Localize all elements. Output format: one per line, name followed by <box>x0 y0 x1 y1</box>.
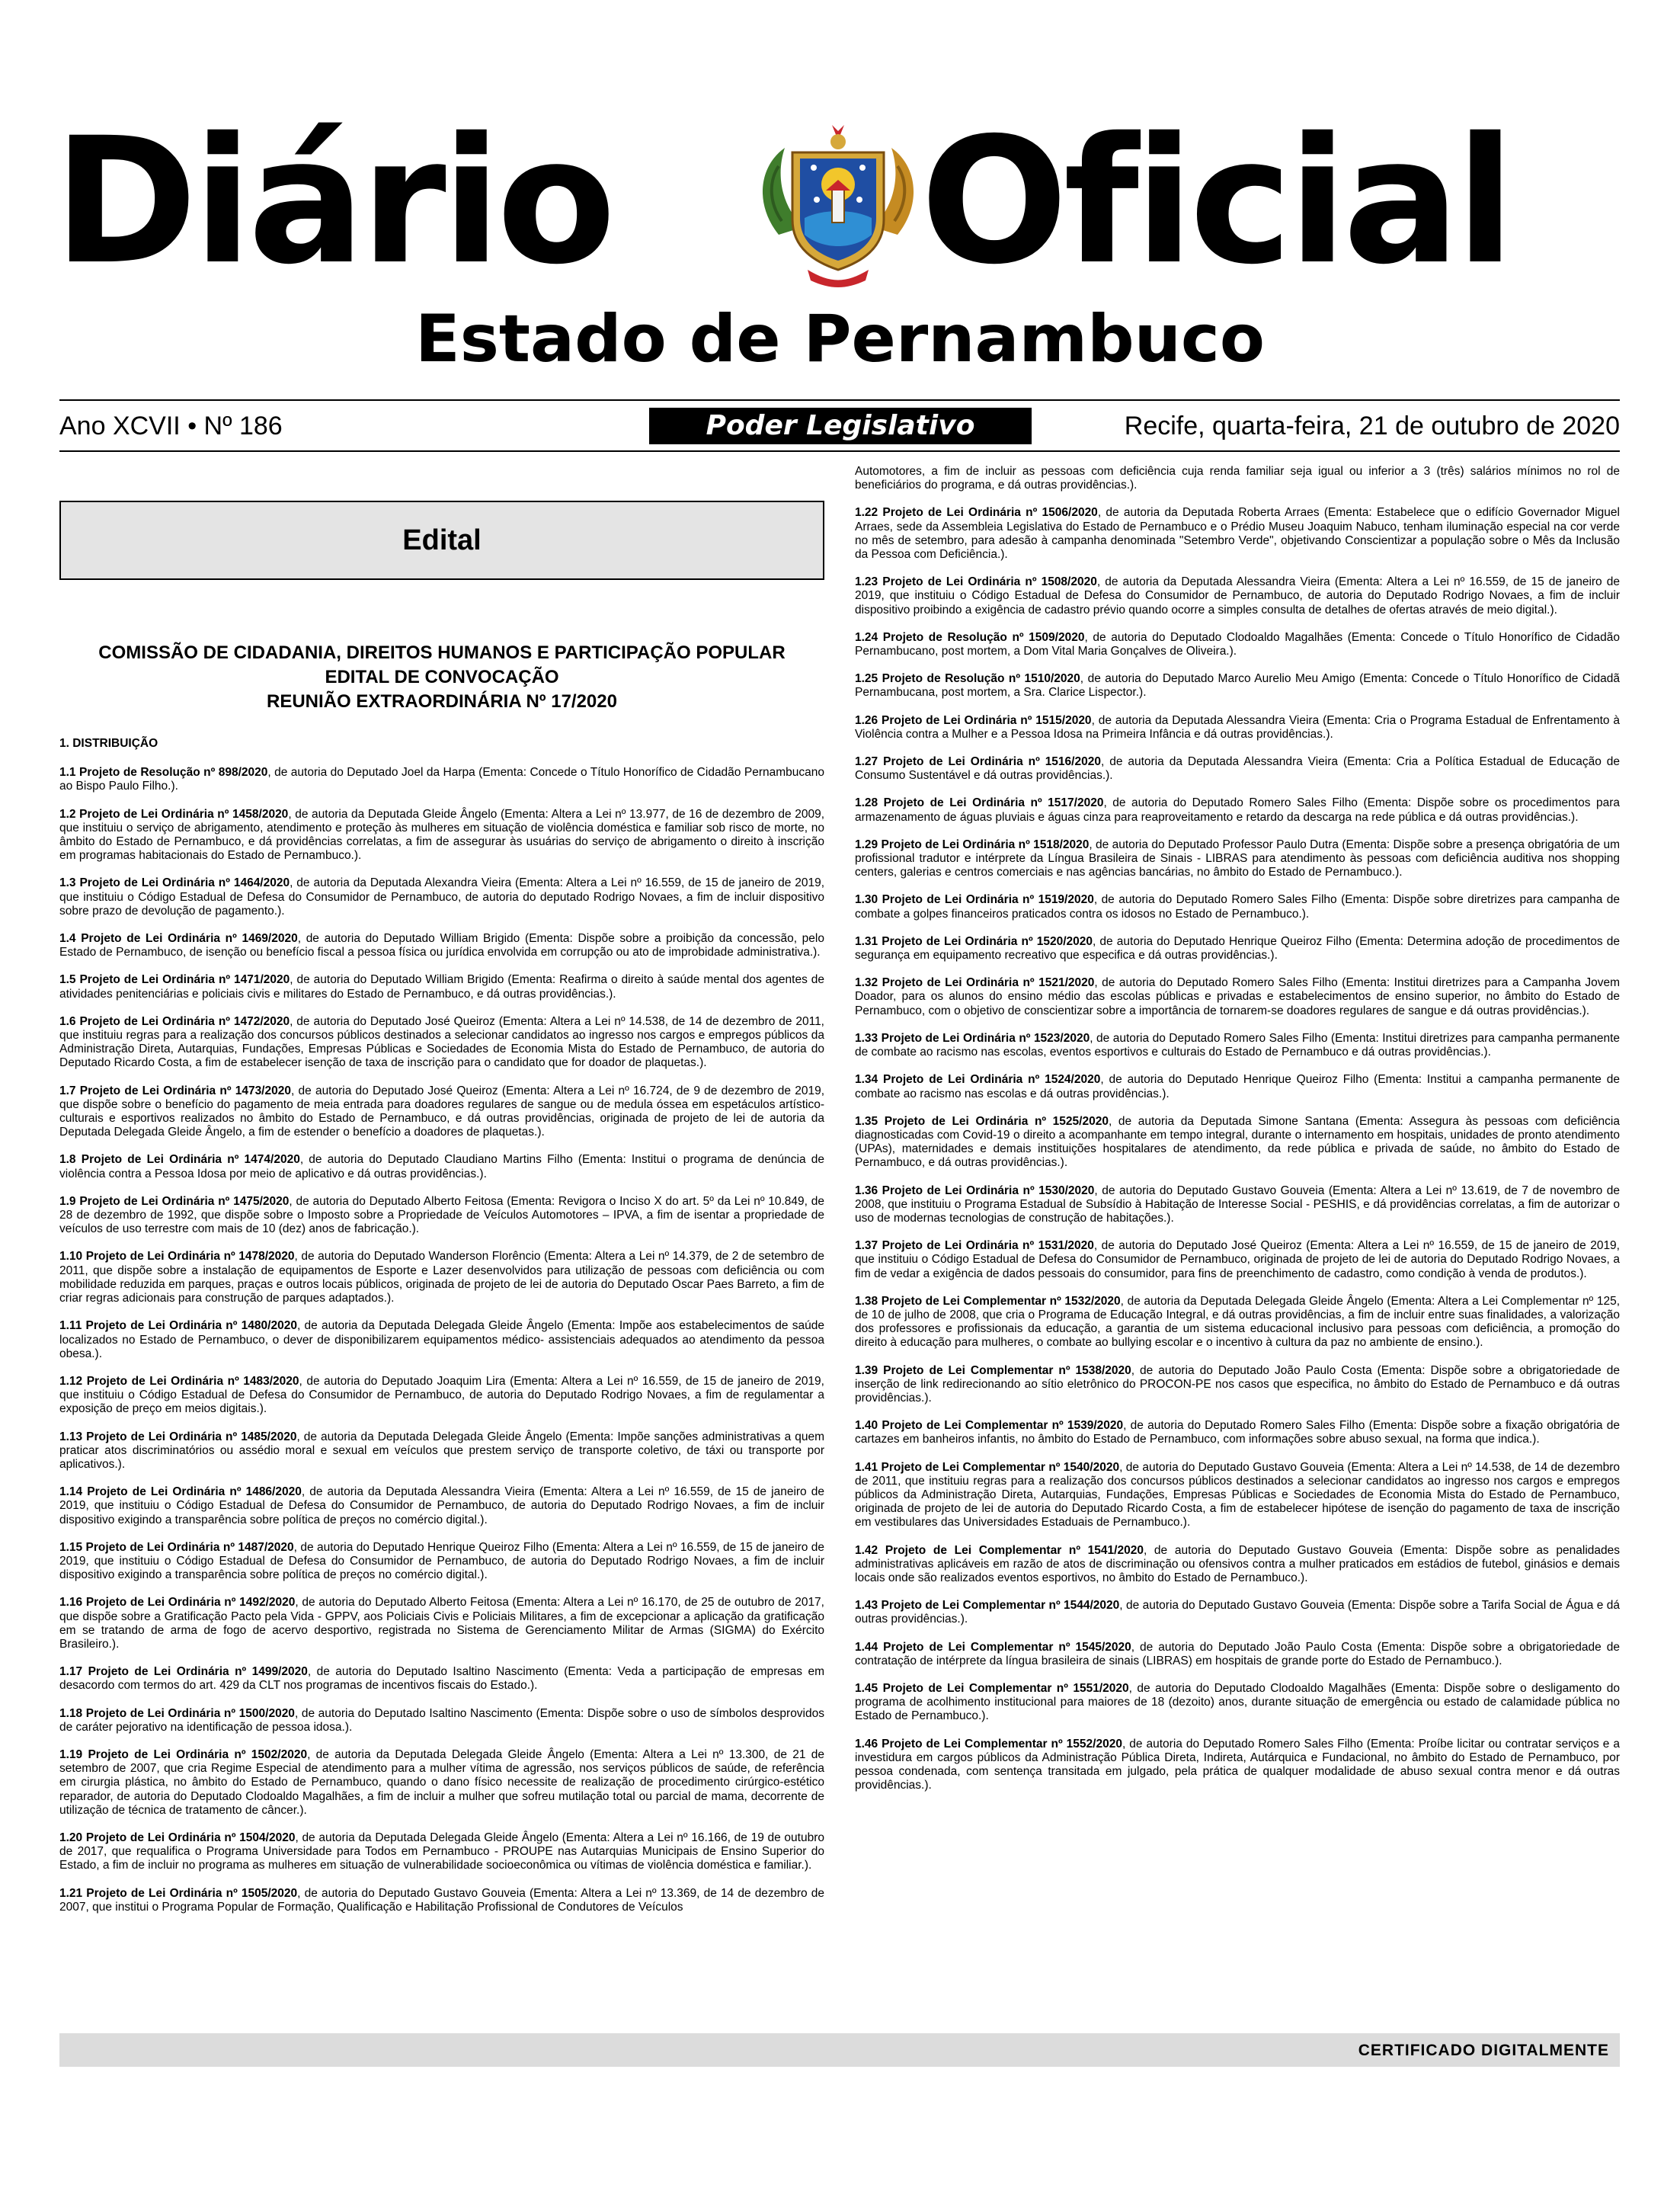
item-label: 1.34 Projeto de Lei Ordinária nº 1524/2020 <box>855 1073 1101 1087</box>
list-item <box>59 1596 824 1651</box>
issue-info-bar <box>59 402 1620 448</box>
list-item <box>855 575 1620 617</box>
edital-box: Edital <box>59 501 824 580</box>
item-text: , de autoria do Deputado William Brigido (Ementa: Reafirma o direito à saúde mental dos agentes de atividades penitenciárias e policiais civis e militares do Estado de Pernambuco, e dá outras providências.). <box>59 973 824 1001</box>
heading-commission: COMISSÃO DE CIDADANIA, DIREITOS HUMANOS E PARTICIPAÇÃO POPULAR <box>98 642 786 663</box>
item-text: , de autoria da Deputada Alessandra Vieira (Ementa: Altera a Lei nº 16.559, de 15 de janeiro de 2019, que instituiu o Código Estadual de Defesa do Consumidor de Pernambuco, de autoria do Deputado Rodrigo Novaes, a fim de incluir dispositivo exigindo a transparência sobre política de preços no comércio digital.). <box>59 1485 824 1526</box>
list-item <box>855 1599 1620 1626</box>
item-label: 1.4 Projeto de Lei Ordinária nº 1469/2020 <box>59 932 298 946</box>
item-text: , de autoria do Deputado Alberto Feitosa (Ementa: Revigora o Inciso X do art. 5º da Lei nº 10.849, de 28 de dezembro de 1992, que dispõe sobre o Imposto sobre a Propriedade de Veículos Automotores – IPVA, a fim de isentar a propriedade de veículos de uso terrestre com mais de 10 (dez) anos de fabricação.). <box>59 1194 824 1236</box>
list-item <box>59 1485 824 1527</box>
list-item <box>855 1073 1620 1100</box>
item-text: , de autoria do Deputado Gustavo Gouveia (Ementa: Altera a Lei nº 13.369, de 14 de dezembro de 2007, que institui o Programa Popular de Formação, Qualificação e Habilitação Profissional de Condutores de Veículos <box>59 1886 824 1914</box>
item-label: 1.12 Projeto de Lei Ordinária nº 1483/2020 <box>59 1374 299 1388</box>
item-text: , de autoria do Deputado Henrique Queiroz Filho (Ementa: Determina adoção de procedimentos de segurança em equipamento recreativo que especifica e dá outras providências.). <box>855 934 1620 963</box>
item-label: 1.43 Projeto de Lei Complementar nº 1544/2020 <box>855 1599 1120 1613</box>
list-item <box>855 1419 1620 1446</box>
item-text: , de autoria do Deputado Claudiano Martins Filho (Ementa: Institui o programa de denúncia de violência contra a Pessoa Idosa por meio de aplicativo e dá outras providências.). <box>59 1153 824 1180</box>
item-text: , de autoria do Deputado Joaquim Lira (Ementa: Altera a Lei nº 16.559, de 15 de janeiro de 2019, que instituiu o Código Estadual de Defesa do Consumidor de Pernambuco, de autoria do Deputado Rodrigo Novaes, a fim de regulamentar a exposição de preço em meios digitais.). <box>59 1374 824 1416</box>
item-text: , de autoria da Deputada Delegada Gleide Ângelo (Ementa: Altera a Lei Complementar nº 125, de 10 de julho de 2008, que cria o Programa de Educação Integral, e dá outras providências, a fim de incluir entre suas finalidades, a valorização dos professores e profissionais da educação, a garantia de um sistema educacional inclusivo para pessoas com deficiência, a promoção do direito à educação para mulheres, o combate ao bullying escolar e o incentivo à cultura da paz no ambiente de ensino.). <box>855 1294 1620 1350</box>
title-oficial: Oficial <box>920 100 1511 303</box>
item-text: , de autoria do Deputado Romero Sales Filho (Ementa: Dispõe sobre diretrizes para campanha de combate a golpes financeiros praticados contra os idosos no Estado de Pernambuco.). <box>855 893 1620 921</box>
item-label: 1.5 Projeto de Lei Ordinária nº 1471/2020 <box>59 973 290 987</box>
heading-meeting: REUNIÃO EXTRAORDINÁRIA Nº 17/2020 <box>267 691 617 712</box>
item-text: , de autoria do Deputado Clodoaldo Magalhães (Ementa: Concede o Título Honorífico de Cidadão Pernambucano, post mortem, a Dom Vital Maria Gonçalves de Oliveira.). <box>855 630 1620 658</box>
item-label: 1.38 Projeto de Lei Complementar nº 1532/2020 <box>855 1294 1121 1308</box>
item-text: , de autoria do Deputado Romero Sales Filho (Ementa: Dispõe sobre os procedimentos para armazenamento de águas pluviais e águas cinza para reaproveitamento e retardo da descarga na rede pública e dá outras providências.). <box>855 796 1620 824</box>
continuation-paragraph: Automotores, a fim de incluir as pessoas com deficiência cuja renda familiar seja igual ou inferior a 3 (três) salários mínimos no rol de beneficiários do programa, e dá outras providências.). <box>855 465 1620 492</box>
column-right <box>855 465 1620 2020</box>
item-label: 1.2 Projeto de Lei Ordinária nº 1458/2020 <box>59 807 289 821</box>
masthead <box>0 0 1680 404</box>
item-label: 1.18 Projeto de Lei Ordinária nº 1500/2020 <box>59 1706 295 1720</box>
item-label: 1.19 Projeto de Lei Ordinária nº 1502/2020 <box>59 1747 308 1761</box>
list-item <box>855 1032 1620 1059</box>
item-label: 1.37 Projeto de Lei Ordinária nº 1531/2020 <box>855 1239 1094 1253</box>
item-label: 1.23 Projeto de Lei Ordinária nº 1508/2020 <box>855 575 1097 589</box>
list-item <box>59 1153 824 1180</box>
list-item <box>855 893 1620 921</box>
item-label: 1.20 Projeto de Lei Ordinária nº 1504/2020 <box>59 1831 296 1844</box>
item-text: , de autoria do Deputado João Paulo Costa (Ementa: Dispõe sobre a obrigatoriedade de contratação de intérprete da língua brasileira de sinais (LIBRAS) em hospitais de grande porte do Estado de Pernambuco.). <box>855 1640 1620 1667</box>
item-text: , de autoria do Deputado Romero Sales Filho (Ementa: Dispõe sobre a fixação obrigatória de cartazes em banheiros infantis, no âmbito do Estado de Pernambuco, com informações sobre abuso sexual, na forma que indica.). <box>855 1419 1620 1446</box>
list-item <box>855 1295 1620 1350</box>
item-label: 1.27 Projeto de Lei Ordinária nº 1516/2020 <box>855 755 1101 769</box>
item-label: 1.35 Projeto de Lei Ordinária nº 1525/2020 <box>855 1114 1109 1128</box>
item-text: , de autoria do Deputado Henrique Queiroz Filho (Ementa: Institui a campanha permanente de combate ao racismo nas escolas e dá outras providências.). <box>855 1073 1620 1100</box>
item-text: , de autoria do Deputado William Brigido (Ementa: Dispõe sobre a proibição da concessão, pelo Estado de Pernambuco, de isenção ou benefício fiscal a pessoa física ou jurídica envolvida em corrupção ou ato de improbidade administrativa.). <box>59 932 824 959</box>
list-item <box>855 976 1620 1018</box>
item-text: , de autoria do Deputado Romero Sales Filho (Ementa: Institui diretrizes para a Campanha Jovem Doador, para os alunos do ensino médio das escolas públicas e privadas e estabelecimentos de ensino superior, no âmbito do Estado de Pernambuco, com o objetivo de conscientizar sobre a importância de tornarem-se doadores regulares de sangue e dá outras providências.). <box>855 976 1620 1017</box>
item-label: 1.7 Projeto de Lei Ordinária nº 1473/2020 <box>59 1084 291 1097</box>
list-item <box>59 932 824 959</box>
section-title: 1. DISTRIBUIÇÃO <box>59 737 158 750</box>
list-item <box>59 1250 824 1305</box>
item-text: , de autoria da Deputada Gleide Ângelo (Ementa: Altera a Lei nº 13.977, de 16 de dezembro de 2009, que instituiu o serviço de abrigamento, atendimento e proteção às mulheres em situação de violência doméstica e familiar sob risco de morte, no âmbito do Estado de Pernambuco, e dá providências correlatas, a fim de assegurar às usuárias do serviço de abrigamento o direito à inscrição em programas habitacionais do Estado de Pernambuco.). <box>59 807 824 863</box>
item-label: 1.25 Projeto de Resolução nº 1510/2020 <box>855 672 1080 686</box>
item-label: 1.8 Projeto de Lei Ordinária nº 1474/2020 <box>59 1153 300 1167</box>
item-label: 1.40 Projeto de Lei Complementar nº 1539/2020 <box>855 1419 1124 1433</box>
list-item <box>855 1738 1620 1793</box>
item-text: , de autoria do Deputado Marco Aurelio Meu Amigo (Ementa: Concede o Título Honorífico de Cidadã Pernambucana, post mortem, a Sra. Clarice Lispector.). <box>855 672 1620 700</box>
item-text: , de autoria da Deputada Alessandra Vieira (Ementa: Altera a Lei nº 16.559, de 15 de janeiro de 2019, que instituiu o Código Estadual de Defesa do Consumidor de Pernambuco, de autoria do Deputado Rodrigo Novaes, a fim de incluir dispositivo proibindo a exigência de cadastro prévio quando ocorre a simples consulta de detalhes de ofertas através de meio digital.). <box>855 575 1620 617</box>
item-label: 1.6 Projeto de Lei Ordinária nº 1472/2020 <box>59 1014 290 1028</box>
item-text: , de autoria do Deputado José Queiroz (Ementa: Altera a Lei nº 16.559, de 15 de janeiro de 2019, que instituiu o Código Estadual de Defesa do Consumidor de Pernambuco, originada de projeto de lei de autoria do Deputado Rodrigo Novaes, a fim de vedar a exigência de dados pessoais do consumidor, para fins de preenchimento de cadastro, como condição à venda de produtos.). <box>855 1239 1620 1280</box>
list-item <box>59 1887 824 1914</box>
item-label: 1.31 Projeto de Lei Ordinária nº 1520/2020 <box>855 934 1093 948</box>
item-label: 1.30 Projeto de Lei Ordinária nº 1519/2020 <box>855 893 1094 907</box>
item-label: 1.39 Projeto de Lei Complementar nº 1538/2020 <box>855 1363 1131 1377</box>
item-text: , de autoria do Deputado Isaltino Nascimento (Ementa: Dispõe sobre o uso de símbolos desprovidos de caráter pejorativo na identificação de pessoa idosa.). <box>59 1706 824 1734</box>
item-text: , de autoria do Deputado Alberto Feitosa (Ementa: Altera a Lei nº 16.170, de 25 de outubro de 2017, que dispõe sobre a Gratificação Pacto pela Vida - GPPV, aos Policiais Civis e Policiais Militares, a fim de excepcionar a aplicação da gratificação em se tratando de arma de fogo de acervo desportivo, registrada no Sistema de Gerenciamento Militar de Armas (SIGMA) do Exército Brasileiro.). <box>59 1596 824 1651</box>
item-label: 1.14 Projeto de Lei Ordinária nº 1486/2020 <box>59 1485 302 1499</box>
items-list-right <box>855 506 1620 1792</box>
list-item <box>59 1195 824 1237</box>
item-label: 1.26 Projeto de Lei Ordinária nº 1515/2020 <box>855 713 1092 727</box>
list-item <box>59 1375 824 1417</box>
list-item <box>855 714 1620 742</box>
item-text: , de autoria da Deputada Simone Santana (Ementa: Assegura às pessoas com deficiência diagnosticadas com Covid-19 o direito a acompanhante em tempo integral, durante o internamento em hospitais, unidades de pronto atendimento (UPAs), maternidades e demais instituições hospitalares de atendimento, da rede pública e privada de saúde, no âmbito do Estado de Pernambuco, e dá outras providências.). <box>855 1114 1620 1170</box>
list-item <box>59 766 824 793</box>
item-label: 1.13 Projeto de Lei Ordinária nº 1485/2020 <box>59 1430 297 1443</box>
item-label: 1.33 Projeto de Lei Ordinária nº 1523/2020 <box>855 1031 1090 1045</box>
list-item <box>59 1541 824 1583</box>
item-label: 1.44 Projeto de Lei Complementar nº 1545/2020 <box>855 1640 1131 1654</box>
divider-top <box>59 399 1620 401</box>
list-item <box>855 631 1620 658</box>
item-label: 1.42 Projeto de Lei Complementar nº 1541/2020 <box>855 1543 1144 1557</box>
item-text: , de autoria do Deputado Gustavo Gouveia (Ementa: Altera a Lei nº 13.619, de 7 de novembro de 2008, que instituiu o Programa Estadual de Subsídio à Habitação de Interesse Social - PESHIS, e dá providências correlatas, a fim de autorizar o uso de modernas tecnologias de construção de habitações.). <box>855 1184 1620 1225</box>
list-item <box>59 973 824 1001</box>
item-label: 1.36 Projeto de Lei Ordinária nº 1530/2020 <box>855 1184 1095 1197</box>
list-item <box>59 1665 824 1693</box>
item-label: 1.45 Projeto de Lei Complementar nº 1551/2020 <box>855 1682 1129 1695</box>
masthead-subtitle: Estado de Pernambuco <box>415 301 1265 377</box>
item-label: 1.3 Projeto de Lei Ordinária nº 1464/2020 <box>59 876 290 890</box>
list-item <box>855 796 1620 824</box>
item-label: 1.9 Projeto de Lei Ordinária nº 1475/2020 <box>59 1194 290 1208</box>
list-item <box>855 755 1620 783</box>
item-text: , de autoria da Deputada Delegada Gleide Ângelo (Ementa: Impõe aos estabelecimentos de saúde localizados no Estado de Pernambuco, o dever de disponibilizarem equipamentos médico- assistenciais adequados ao atendimento da pessoa obesa.). <box>59 1319 824 1360</box>
list-item <box>855 1544 1620 1586</box>
publication-date: Recife, quarta-feira, 21 de outubro de 2020 <box>1124 412 1620 440</box>
item-text: , de autoria do Deputado José Queiroz (Ementa: Altera a Lei nº 14.538, de 14 de dezembro de 2011, que instituiu regras para a realização dos concursos públicos destinados a selecionar candidatos ao ingresso nos cargos e empregos públicos da Administração Direta, Autarquias, Fundações, Empresas Públicas e Sociedades de Economia Mista do Estado de Pernambuco, de autoria do Deputado Ricardo Costa, a fim de estabelecer isenção de taxa de inscrição para o candidato que for doador de plaquetas.). <box>59 1014 824 1070</box>
list-item <box>59 1748 824 1818</box>
item-label: 1.28 Projeto de Lei Ordinária nº 1517/2020 <box>855 796 1104 810</box>
item-label: 1.29 Projeto de Lei Ordinária nº 1518/2020 <box>855 838 1090 851</box>
list-item <box>59 876 824 918</box>
footer-bar <box>59 2033 1620 2067</box>
item-text: , de autoria do Deputado Wanderson Florêncio (Ementa: Altera a Lei nº 14.379, de 2 de setembro de 2011, que dispõe sobre a instalação de equipamentos de Esporte e Lazer desenvolvidos para utilização de pessoas com deficiência ou com mobilidade reduzida em parques, praças e outros locais públicos, originada de projeto de lei de autoria do Deputado Oscar Paes Barreto, a fim de criar regras adicionais para construção de parques adaptados.). <box>59 1250 824 1305</box>
list-item <box>59 1319 824 1361</box>
item-text: , de autoria da Deputada Alessandra Vieira (Ementa: Cria o Programa Estadual de Enfrentamento à Violência contra a Mulher e a Pessoa Idosa na Primeira Infância e dá outras providências.). <box>855 713 1620 741</box>
item-text: , de autoria do Deputado Romero Sales Filho (Ementa: Proíbe licitar ou contratar serviços e a investidura em cargos públicos da Administração Pública Direta, Indireta, Autárquica e Fundacional, no âmbito do Estado de Pernambuco, por pessoa condenada, com sentença transitada em julgado, pela prática de qualquer modalidade de abuso sexual contra menor e dá outras providências.). <box>855 1737 1620 1792</box>
item-label: 1.15 Projeto de Lei Ordinária nº 1487/2020 <box>59 1540 294 1554</box>
heading-edital: EDITAL DE CONVOCAÇÃO <box>325 667 559 687</box>
item-text: , de autoria do Deputado Clodoaldo Magalhães (Ementa: Dispõe sobre o desligamento do programa de acolhimento institucional para maiores de 18 (dezoito) anos, durante situação de emergência ou estado de calamidade pública no Estado de Pernambuco.). <box>855 1682 1620 1723</box>
item-text: , de autoria da Deputada Alessandra Vieira (Ementa: Cria a Política Estadual de Educação de Consumo Sustentável e dá outras providências.). <box>855 755 1620 783</box>
items-list-left <box>59 766 824 1914</box>
item-text: , de autoria da Deputada Delegada Gleide Ângelo (Ementa: Altera a Lei nº 16.166, de 19 de outubro de 2017, que requalifica o Programa Universidade para Todos em Pernambuco - PROUPE nas Autarquias Municipais de Ensino Superior do Estado, a fim de incluir no programa as mulheres em situação de vulnerabilidade socioeconômica ou vítimas de violência doméstica e familiar.). <box>59 1831 824 1872</box>
list-item <box>855 1682 1620 1724</box>
item-text: , de autoria do Deputado Professor Paulo Dutra (Ementa: Dispõe sobre a presença obrigatória de um profissional tradutor e intérprete da Língua Brasileira de Sinais - LIBRAS para atendimento às pessoas com deficiência auditiva nos shopping centers, galerias e centros comerciais e nas agências bancárias, no âmbito do Estado de Pernambuco.). <box>855 838 1620 879</box>
item-label: 1.32 Projeto de Lei Ordinária nº 1521/2020 <box>855 976 1095 990</box>
list-item <box>855 838 1620 880</box>
list-item <box>855 1461 1620 1530</box>
title-diario: Diário <box>53 100 612 303</box>
list-item <box>59 1430 824 1472</box>
item-label: 1.16 Projeto de Lei Ordinária nº 1492/2020 <box>59 1596 296 1610</box>
item-text: , de autoria do Deputado Isaltino Nascimento (Ementa: Veda a participação de empresas em desacordo com termos do art. 429 da CLT nos programas de incentivos fiscais do Estado.). <box>59 1665 824 1693</box>
item-label: 1.1 Projeto de Resolução nº 898/2020 <box>59 766 268 780</box>
list-item <box>855 1364 1620 1406</box>
item-label: 1.21 Projeto de Lei Ordinária nº 1505/2020 <box>59 1886 298 1900</box>
list-item <box>855 1239 1620 1281</box>
item-text: , de autoria da Deputada Alexandra Vieira (Ementa: Altera a Lei nº 16.559, de 15 de janeiro de 2019, que instituiu o Código Estadual de Defesa do Consumidor de Pernambuco, de autoria do deputado Rodrigo Novaes, a fim de incluir dispositivo sobre prazo de devolução de pagamento.). <box>59 876 824 918</box>
item-text: , de autoria do Deputado Henrique Queiroz Filho (Ementa: Altera a Lei nº 16.559, de 15 de janeiro de 2019, que instituiu o Código Estadual de Defesa do Consumidor de Pernambuco, de autoria do Deputado Rodrigo Novaes, a fim de incluir dispositivo exigindo a transparência sobre política de preços no comércio digital.). <box>59 1540 824 1582</box>
item-text: , de autoria do Deputado Romero Sales Filho (Ementa: Institui diretrizes para campanha permanente de combate ao racismo nas escolas, eventos esportivos e culturais do Estado de Pernambuco e dá outras providências.). <box>855 1031 1620 1059</box>
list-item <box>855 1641 1620 1668</box>
item-text: , de autoria do Deputado Joel da Harpa (Ementa: Concede o Título Honorífico de Cidadão Pernambucano ao Bispo Paulo Filho.). <box>59 766 824 793</box>
item-label: 1.17 Projeto de Lei Ordinária nº 1499/2020 <box>59 1665 308 1679</box>
item-text: , de autoria da Deputada Roberta Arraes (Ementa: Estabelece que o edifício Governador Miguel Arraes, sede da Assembleia Legislativa do Estado de Pernambuco e o Prédio Museu Joaquim Nabuco, tenham iluminação especial na cor verde no mês de setembro, para adesão à campanha denominada "Setembro Verde", objetivando Conscientizar a população sobre o Mês da Inclusão da Pessoa com Deficiência.). <box>855 506 1620 562</box>
item-text: , de autoria do Deputado Gustavo Gouveia (Ementa: Dispõe sobre a Tarifa Social de Água e dá outras providências.). <box>855 1599 1620 1626</box>
list-item <box>855 1115 1620 1171</box>
list-item <box>855 935 1620 963</box>
item-text: , de autoria do Deputado João Paulo Costa (Ementa: Dispõe sobre a obrigatoriedade de inserção de link redirecionando ao sítio eletrônico do PROCON-PE nos casos que especifica, no âmbito do Estado de Pernambuco e dá outras providências.). <box>855 1363 1620 1405</box>
edition-number: Ano XCVII • Nº 186 <box>59 412 283 440</box>
list-item <box>855 506 1620 562</box>
list-item <box>59 1015 824 1071</box>
item-label: 1.10 Projeto de Lei Ordinária nº 1478/2020 <box>59 1250 295 1264</box>
certified-label: CERTIFICADO DIGITALMENTE <box>1358 2042 1609 2059</box>
item-label: 1.22 Projeto de Lei Ordinária nº 1506/2020 <box>855 506 1098 520</box>
item-label: 1.41 Projeto de Lei Complementar nº 1540/2020 <box>855 1460 1120 1474</box>
item-text: , de autoria do Deputado José Queiroz (Ementa: Altera a Lei nº 16.724, de 9 de dezembro de 2019, que dispõe sobre o benefício do pagamento de meia entrada para doadores regulares de sangue ou de medula óssea em espetáculos artístico-culturais e esportivos realizados no âmbito do Estado de Pernambuco, e dá outras providências, originada de projeto de lei de autoria da Deputada Delegada Gleide Ângelo, a fim de estender o benefício a doadores de plaquetas.). <box>59 1084 824 1139</box>
item-text: , de autoria do Deputado Gustavo Gouveia (Ementa: Dispõe sobre as penalidades administrativas aplicáveis em razão de atos de discriminação ou ofensivos contra a mulher praticados em estádios de futebol, ginásios e demais locais onde são realizados eventos esportivos, no âmbito do Estado de Pernambuco.). <box>855 1543 1620 1584</box>
item-label: 1.46 Projeto de Lei Complementar nº 1552/2020 <box>855 1737 1122 1751</box>
divider-bottom <box>59 450 1620 452</box>
item-text: , de autoria do Deputado Gustavo Gouveia (Ementa: Altera a Lei nº 14.538, de 14 de dezembro de 2011, que instituiu regras para a realização dos concursos públicos destinados a selecionar candidatos ao ingresso nos cargos e empregos públicos da Administração Direta, Autarquias, Fundações, Empresas Públicas e Sociedades de Economia Mista do Estado de Pernambuco, originada de projeto de lei de autoria do Deputado Ricardo Costa, a fim de estabelecer hipótese de isenção do pagamento de taxa de inscrição em vestibulares das Universidades Estaduais de Pernambuco.). <box>855 1460 1620 1530</box>
list-item <box>59 808 824 863</box>
section-badge: Poder Legislativo <box>649 408 1032 444</box>
list-item <box>59 1084 824 1140</box>
item-text: , de autoria da Deputada Delegada Gleide Ângelo (Ementa: Impõe sanções administrativas a quem praticar atos discriminatórios ou assédio moral e sexual em veículos que prestem serviço de transporte coletivo, de táxi ou transporte por aplicativos.). <box>59 1430 824 1471</box>
column-left <box>59 465 824 2020</box>
list-item <box>855 1184 1620 1226</box>
item-label: 1.24 Projeto de Resolução nº 1509/2020 <box>855 630 1085 644</box>
item-label: 1.11 Projeto de Lei Ordinária nº 1480/2020 <box>59 1319 297 1333</box>
pernambuco-coat-of-arms-icon <box>731 120 945 288</box>
list-item <box>59 1707 824 1735</box>
item-text: , de autoria da Deputada Delegada Gleide Ângelo (Ementa: Altera a Lei nº 13.300, de 21 de setembro de 2007, que cria Regime Especial de atendimento para a mulher vítima de agressão, nos serviços públicos de saúde, de referência em cirurgia plástica, no âmbito do Estado de Pernambuco, quando o dano físico necessite de realização de procedimento cirúrgico-estético reparador, de autoria do Deputado Clodoaldo Magalhães, a fim de incluir a mulher que sofreu mutilação total ou parcial de mama, decorrente de utilização de técnica de tratamento de câncer.). <box>59 1747 824 1817</box>
list-item <box>855 672 1620 700</box>
list-item <box>59 1831 824 1873</box>
